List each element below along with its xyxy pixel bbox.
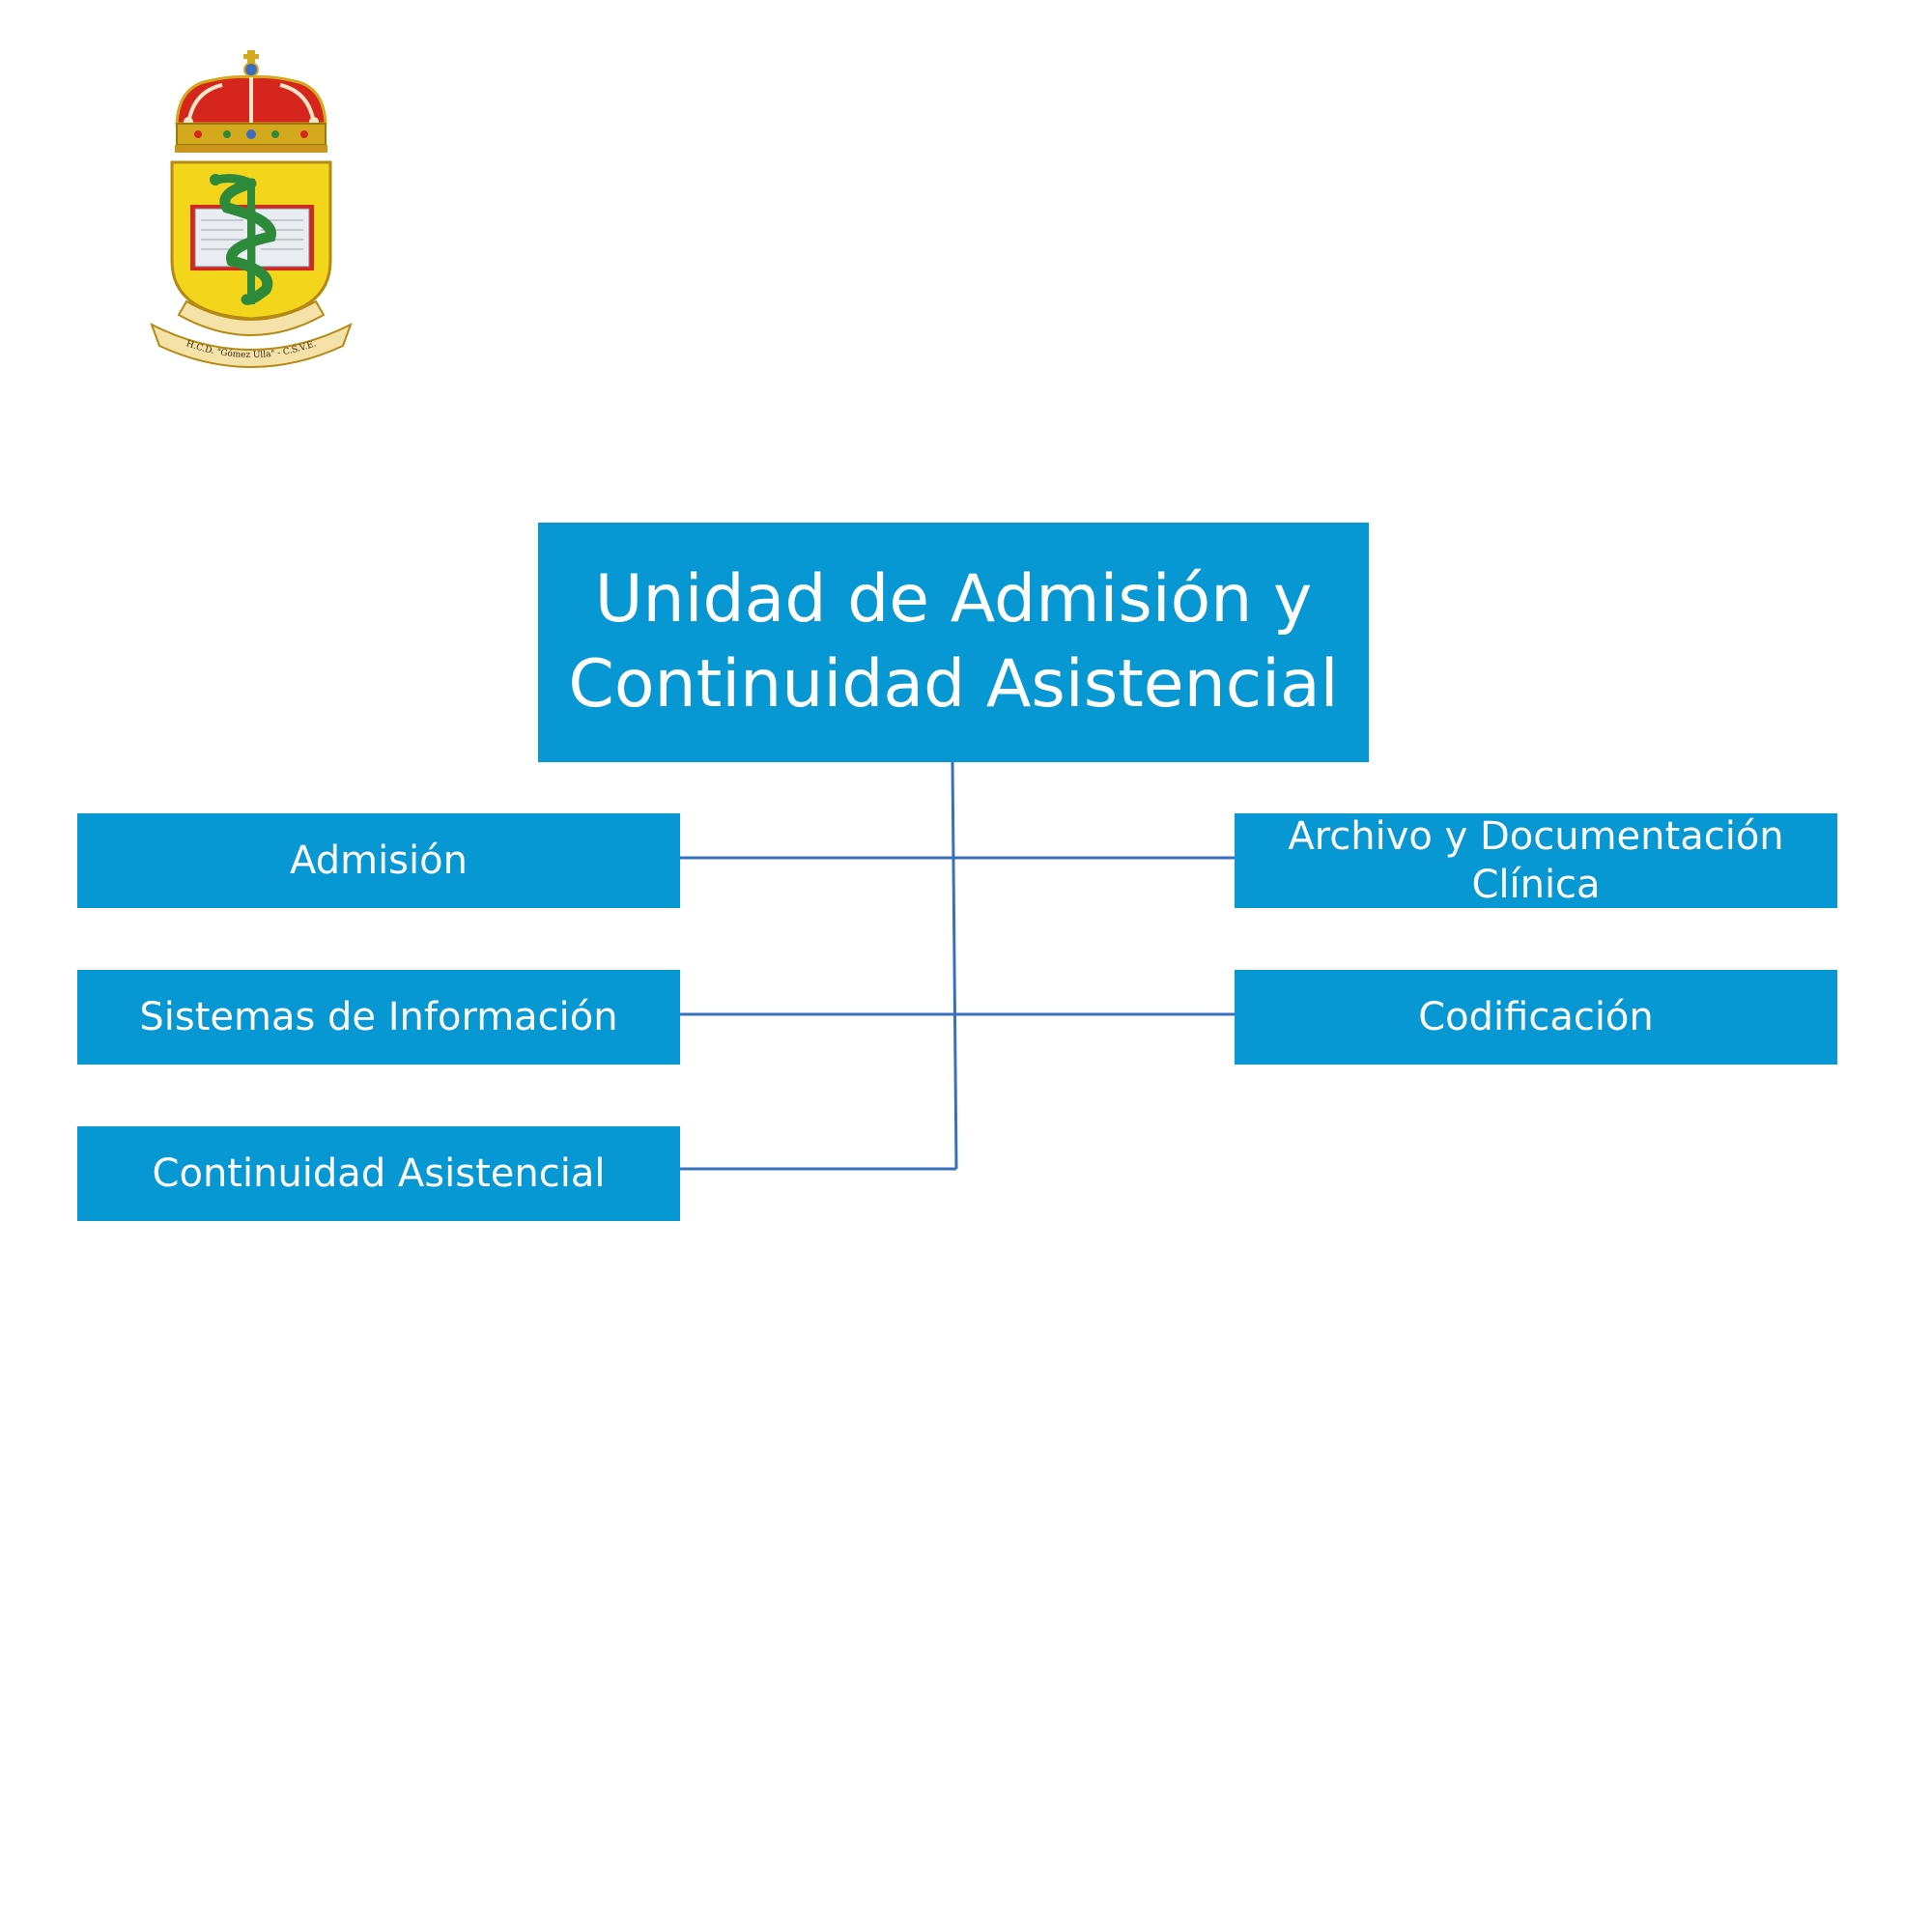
unit-box-sistemas-informacion <box>77 970 680 1065</box>
unit-box-codificacion <box>1235 970 1837 1065</box>
unit-label-line2: Clínica <box>1471 863 1601 907</box>
root-unit-title-line1: Unidad de Admisión y <box>594 561 1313 638</box>
unit-label: Continuidad Asistencial <box>152 1151 606 1196</box>
unit-box-admision <box>77 813 680 908</box>
unit-box-archivo-documentacion <box>1235 813 1837 908</box>
motto-text: H.C.D. "Gómez Ulla" - C.S.V.E. <box>185 339 318 361</box>
unit-label: Codificación <box>1418 995 1654 1039</box>
unit-label-line1: Archivo y Documentación <box>1288 814 1784 859</box>
root-unit-title-line2: Continuidad Asistencial <box>568 646 1339 723</box>
connector-trunk <box>952 762 956 1169</box>
unit-label: Sistemas de Información <box>139 995 618 1039</box>
unit-box-continuidad-asistencial <box>77 1126 680 1221</box>
root-unit-box <box>538 523 1369 762</box>
unit-label: Admisión <box>290 838 468 883</box>
